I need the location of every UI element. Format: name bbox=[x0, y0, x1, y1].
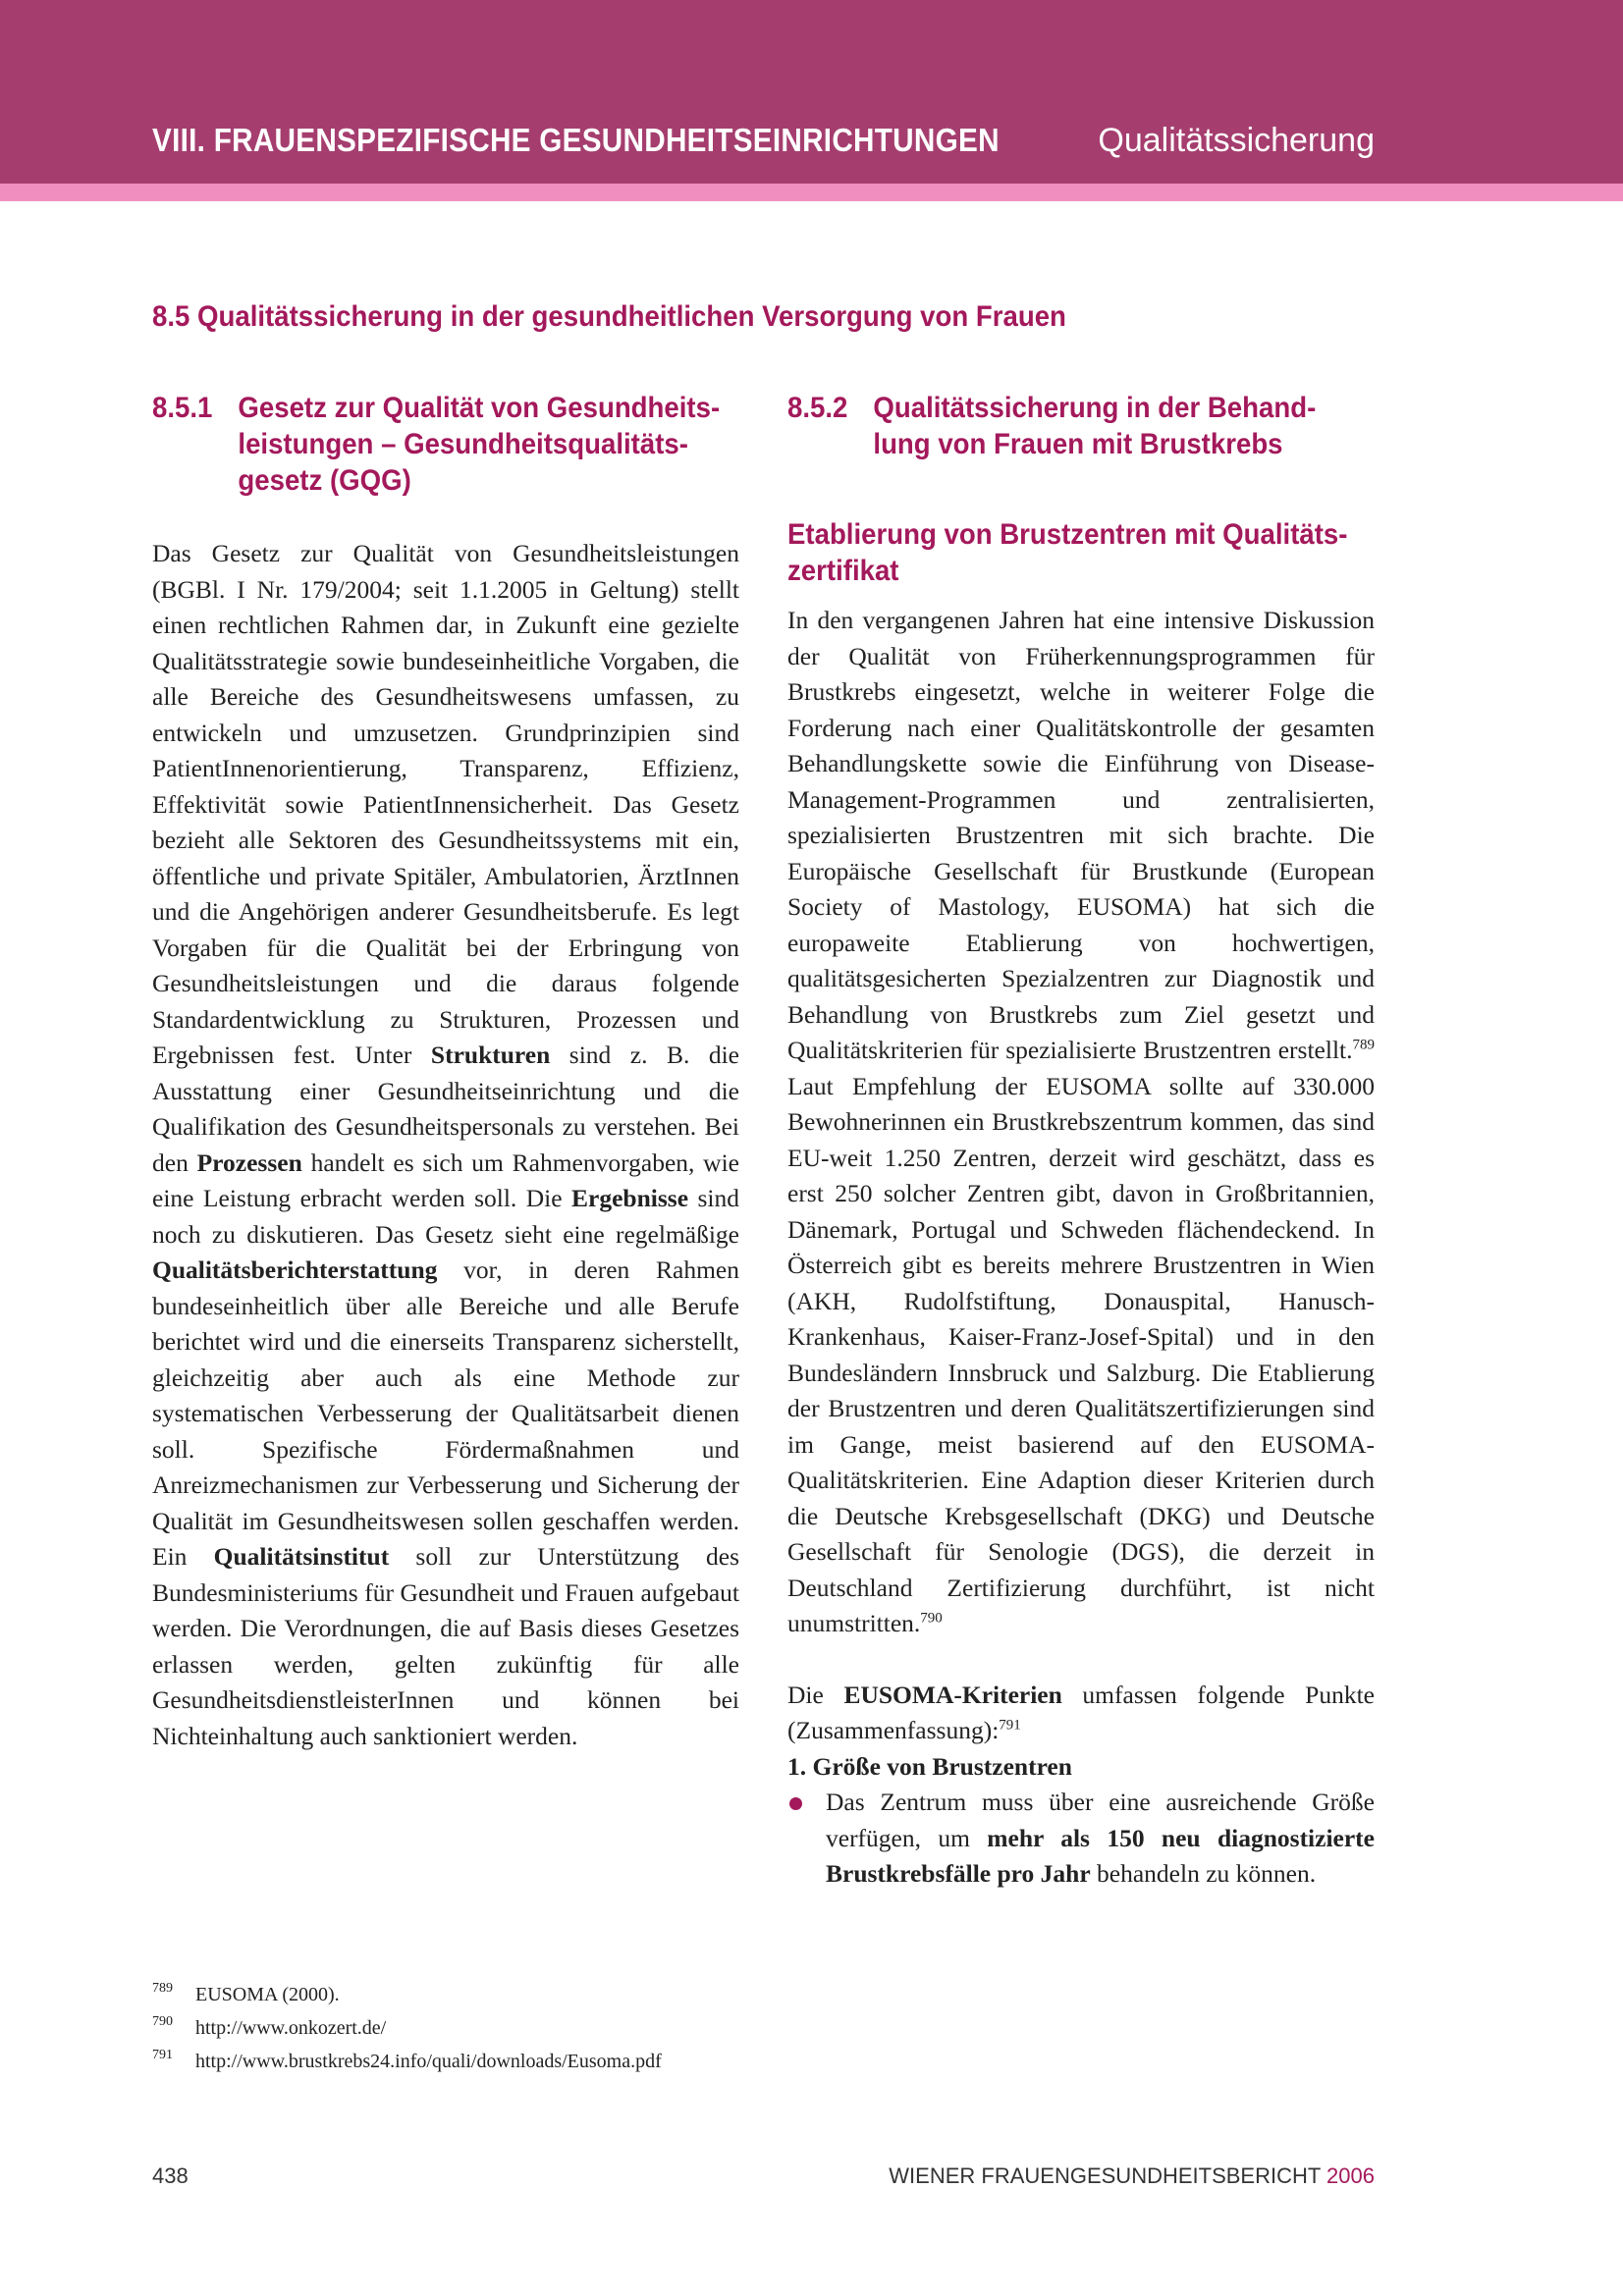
heading-line: leistungen – Gesundheitsqualitäts- bbox=[238, 428, 688, 460]
left-column-text bbox=[152, 536, 739, 1754]
bold-term: Ergebnisse bbox=[571, 1184, 689, 1212]
list-title: 1. Größe von Brustzentren bbox=[787, 1751, 1072, 1781]
heading-line: Qualitätssicherung in der Behand- bbox=[873, 392, 1317, 424]
bold-term: Qualitätsberichterstattung bbox=[152, 1255, 438, 1284]
bold-term: Prozessen bbox=[196, 1148, 302, 1177]
heading-line: Gesetz zur Qualität von Gesundheits- bbox=[238, 392, 721, 424]
bold-term: EUSOMA-Kriterien bbox=[843, 1680, 1062, 1709]
page-number: 438 bbox=[152, 2163, 189, 2188]
header-stripe bbox=[0, 184, 1623, 201]
heading-8-5-2 bbox=[787, 390, 1383, 462]
footnote-number: 789 bbox=[152, 1981, 173, 1996]
footnote-ref[interactable]: 790 bbox=[920, 1610, 943, 1627]
right-column-text bbox=[787, 603, 1375, 1893]
footnote bbox=[152, 1978, 662, 2011]
bold-term: Strukturen bbox=[430, 1041, 551, 1069]
footnote-number: 791 bbox=[152, 2048, 173, 2062]
footnote-ref[interactable]: 789 bbox=[1352, 1037, 1375, 1053]
paragraph: Die EUSOMA-Kriterien umfassen folgende Punkte (Zusammenfassung):$^{791}$ bbox=[787, 1680, 1375, 1744]
paragraph: In den vergangenen Jahren hat eine intensive Diskussion der Qualität von Früherkennungsprogrammen für Brustkrebs eingesetzt, welche in weiterer Folge die Forderung nach einer Qualitätskontrolle der gesamten Behandlungskette sowie die Einführung von Disease-Management-Programmen und zentralisierten, spezialisierten Brustzentren mit sich brachte. Die Europäische Gesellschaft für Brustkunde (European Society of Mastology, EUSOMA) hat sich die europaweite Etablierung von hochwertigen, qualitätsgesicherten Spezialzentren zur Diagnostik und Behandlung von Brustkrebs zum Ziel gesetzt und Qualitätskriterien für spezialisierte Brustzentren erstellt.$^{789}$ Laut Empfehlung der EUSOMA sollte auf 330.000 Bewohnerinnen ein Brustkrebszentrum kommen, das sind EU-weit 1.250 Zentren, derzeit wird geschätzt, dass es erst 250 solcher Zentren gibt, davon in Großbritannien, Dänemark, Portugal und Schweden flächendeckend. In Österreich gibt es bereits mehrere Brustzentren in Wien (AKH, Rudolfstiftung, Donauspital, Hanusch-Krankenhaus, Kaiser-Franz-Josef-Spital) und in den Bundesländern Innsbruck und Salzburg. Die Etablierung der Brustzentren und deren Qualitätszertifizierungen sind im Gange, meist basierend auf den EUSOMA-Qualitätskriterien. Eine Adaption dieser Kriterien durch die Deutsche Krebsgesellschaft (DKG) und Deutsche Gesellschaft für Senologie (DGS), die derzeit in Deutschland Zertifizierung durchführt, ist nicht unumstritten.$^{790}$ bbox=[787, 606, 1375, 1637]
footnote bbox=[152, 2011, 662, 2045]
bullet-icon bbox=[789, 1797, 802, 1810]
footer-title: WIENER FRAUENGESUNDHEITSBERICHT 2006 bbox=[889, 2163, 1375, 2188]
bold-term: Qualitätsinstitut bbox=[213, 1542, 390, 1571]
subheading-line: Etablierung von Brustzentren mit Qualitäts- bbox=[787, 518, 1348, 551]
footnote-text: EUSOMA (2000). bbox=[195, 1984, 340, 2005]
heading-number: 8.5.1 bbox=[152, 392, 213, 424]
footnotes bbox=[152, 1978, 662, 2078]
footnote-ref[interactable]: 791 bbox=[999, 1717, 1021, 1734]
section-title: Qualitätssicherung bbox=[1098, 122, 1375, 159]
footnote bbox=[152, 2045, 662, 2078]
paragraph: Das Gesetz zur Qualität von Gesundheitsleistungen (BGBl. I Nr. 179/2004; seit 1.1.2005 in Geltung) stellt einen rechtlichen Rahmen dar, in Zukunft eine gezielte Qualitätsstrategie sowie bundeseinheitliche Vorgaben, die alle Bereiche des Gesundheitswesens umfassen, zu entwickeln und umzusetzen. Grundprinzipien sind PatientInnenorientierung, Transparenz, Effizienz, Effektivität sowie PatientInnensicherheit. Das Gesetz bezieht alle Sektoren des Gesundheitssystems mit ein, öffentliche und private Spitäler, Ambulatorien, ÄrztInnen und die Angehörigen anderer Gesundheitsberufe. Es legt Vorgaben für die Qualität bei der Erbringung von Gesundheitsleistungen und die daraus folgende Standardentwicklung zu Strukturen, Prozessen und Ergebnissen fest. Unter Strukturen sind z. B. die Ausstattung einer Gesundheitseinrichtung und die Qualifikation des Gesundheitspersonals zu verstehen. Bei den Prozessen handelt es sich um Rahmenvorgaben, wie eine Leistung erbracht werden soll. Die Ergebnisse sind noch zu diskutieren. Das Gesetz sieht eine regelmäßige Qualitätsberichterstattung vor, in deren Rahmen bundeseinheitlich über alle Bereiche und alle Berufe berichtet wird und die einerseits Transparenz sicherstellt, gleichzeitig aber auch als eine Methode zur systematischen Verbesserung der Qualitätsarbeit dienen soll. Spezifische Fördermaßnahmen und Anreizmechanismen zur Verbesserung und Sicherung der Qualität im Gesundheitswesen sollen geschaffen werden. Ein Qualitätsinstitut soll zur Unterstützung des Bundesministeriums für Gesundheit und Frauen aufgebaut werden. Die Verordnungen, die auf Basis dieses Gesetzes erlassen werden, gelten zukünftig für alle GesundheitsdienstleisterInnen und können bei Nichteinhaltung auch sanktioniert werden. bbox=[152, 539, 740, 1750]
bold-term: mehr als 150 neu diagnostizierte Brustkrebsfälle pro Jahr bbox=[826, 1823, 1375, 1888]
main-heading: 8.5 Qualitätssicherung in der gesundheitlichen Versorgung von Frauen bbox=[152, 300, 1066, 333]
footnote-link[interactable]: http://www.onkozert.de/ bbox=[195, 2017, 387, 2039]
heading-number: 8.5.2 bbox=[787, 392, 848, 424]
list-item: Das Zentrum muss über eine ausreichende Größe verfügen, um mehr als 150 neu diagnostizierte Brustkrebsfälle pro Jahr behandeln zu können. bbox=[787, 1785, 1375, 1893]
chapter-title: VIII. FRAUENSPEZIFISCHE GESUNDHEITSEINRICHTUNGEN bbox=[152, 122, 1000, 158]
footnote-link[interactable]: http://www.brustkrebs24.info/quali/downloads/Eusoma.pdf bbox=[195, 2051, 662, 2072]
heading-8-5-1 bbox=[152, 390, 748, 499]
heading-line: lung von Frauen mit Brustkrebs bbox=[873, 428, 1283, 460]
heading-line: gesetz (GQG) bbox=[238, 464, 411, 497]
subheading-brustzentren bbox=[787, 516, 1347, 589]
footnote-number: 790 bbox=[152, 2014, 173, 2029]
subheading-line: zertifikat bbox=[787, 555, 899, 587]
footer-year: 2006 bbox=[1326, 2163, 1375, 2188]
